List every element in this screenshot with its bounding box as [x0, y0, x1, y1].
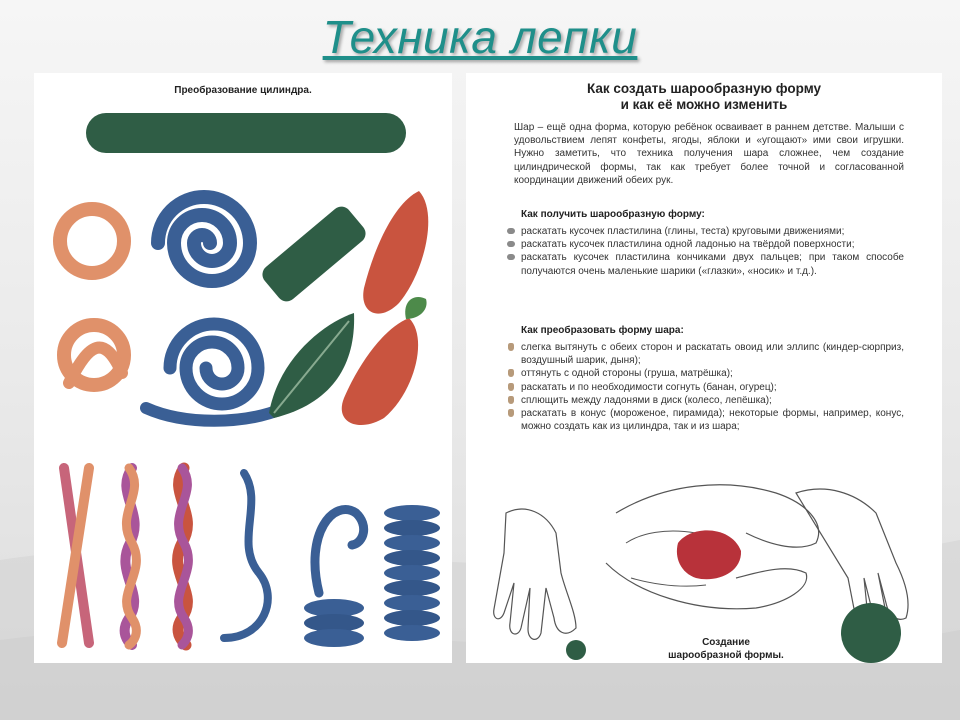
list-item: оттянуть с одной стороны (груша, матрёшка); — [506, 367, 904, 380]
clay-snail — [170, 324, 258, 404]
right-page — [466, 73, 942, 663]
cylinder-transformation-illustration — [34, 73, 452, 663]
illustration-caption — [656, 636, 796, 662]
clay-ball-red — [677, 530, 741, 579]
clay-carrot-top — [405, 297, 426, 319]
clay-coil-tall — [384, 505, 440, 641]
clay-cylinder — [86, 113, 406, 153]
list-item: раскатать кусочек пластилина одной ладонью на твёрдой поверхности; — [506, 238, 904, 251]
clay-snake-rope — [224, 473, 268, 638]
left-page-caption: Преобразование цилиндра. — [174, 85, 312, 96]
list-item: сплющить между ладонями в диск (колесо, лепёшка); — [506, 394, 904, 407]
list-item: раскатать кусочек пластилина (глины, теста) круговыми движениями; — [506, 225, 904, 238]
section1-heading: Как получить шарообразную форму: — [521, 209, 705, 220]
list-item: раскатать в конус (мороженое, пирамида); некоторые формы, например, конус, можно создать как из цилиндра, так и из шара; — [506, 407, 904, 433]
hand-left — [494, 509, 576, 639]
clay-carrot-shape — [363, 191, 428, 314]
clay-coil-small — [304, 599, 364, 647]
clay-spiral — [158, 197, 250, 281]
list-item: раскатать и по необходимости согнуть (банан, огурец); — [506, 381, 904, 394]
slide-title: Техника лепки — [322, 11, 638, 63]
left-page — [34, 73, 452, 663]
list-item: слегка вытянуть с обеих сторон и раскатать овоид или эллипс (киндер-сюрприз, воздушный шарик, дыня); — [506, 341, 904, 367]
clay-ring — [60, 209, 124, 273]
illustration-caption-line2: шарообразной формы. — [668, 650, 784, 661]
clay-flat-bar — [258, 203, 369, 306]
illustration-caption-line1: Создание — [702, 637, 750, 648]
clay-ball-large — [841, 603, 901, 663]
hands-illustration — [466, 73, 942, 663]
clay-coil-hook — [315, 510, 364, 593]
right-page-title-line2: и как её можно изменить — [620, 97, 788, 112]
hand-right — [796, 489, 908, 626]
clay-ball-small — [566, 640, 586, 660]
section2-heading: Как преобразовать форму шара: — [521, 325, 684, 336]
right-page-title-line1: Как создать шарообразную форму — [586, 81, 822, 96]
intro-paragraph: Шар – ещё одна форма, которую ребёнок осваивает в раннем детстве. Малыши с удовольствием лепят конфеты, ягоды, яблоки и «угощают» ими свои игрушки. Нужно заметить, что техника получения шара сложнее, чем создание цилиндрической формы, так как требует более точной и согласованной координации движений обеих рук. — [514, 122, 904, 186]
list-item: раскатать кусочек пластилина кончиками двух пальцев; при таком способе получаются очень маленькие шарики («глазки», «носик» и т.д.). — [506, 251, 904, 277]
